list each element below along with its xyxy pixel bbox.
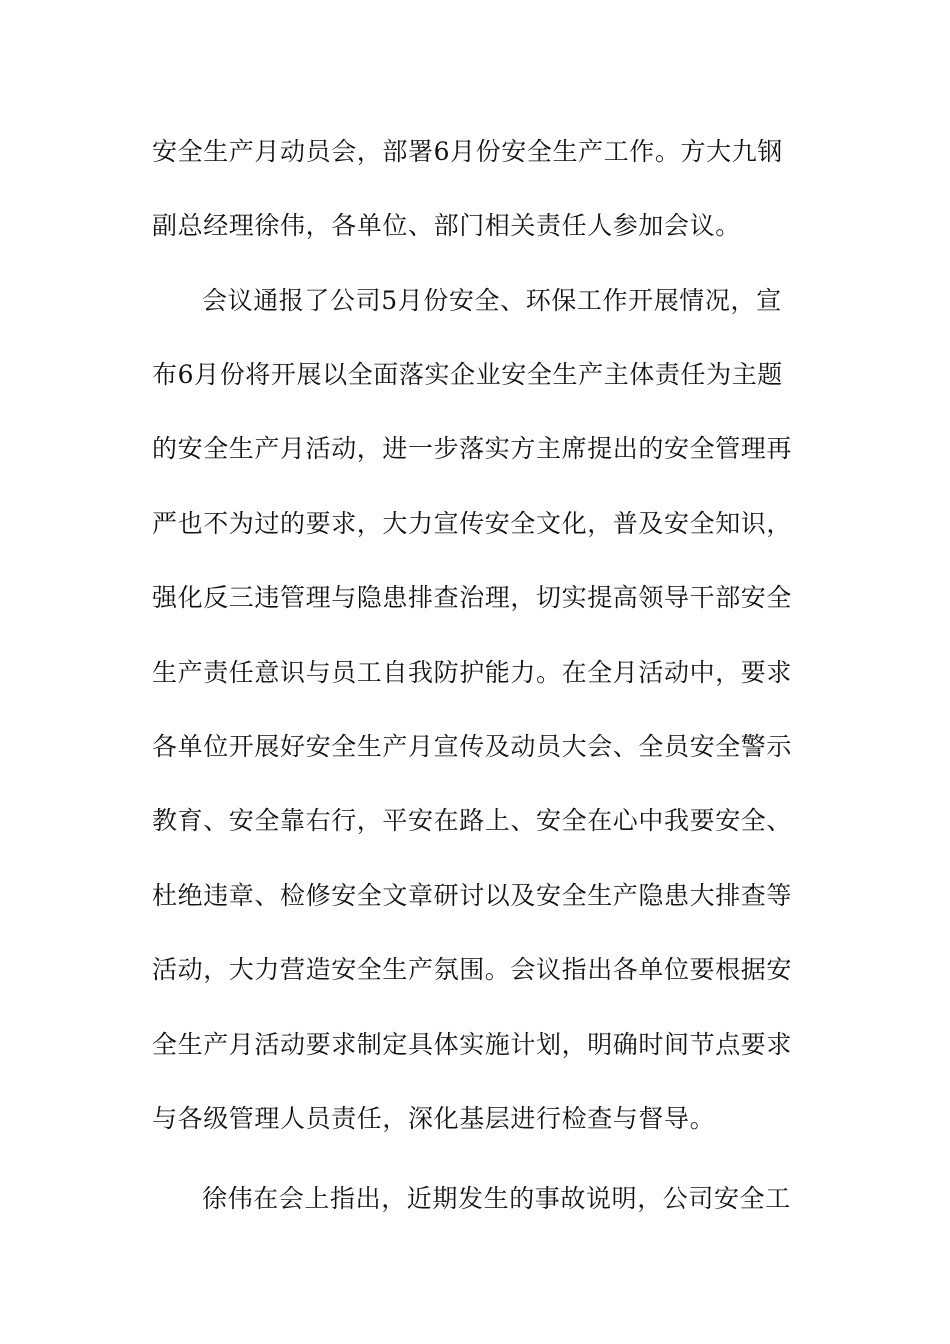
text-line: 杜绝违章、检修安全文章研讨以及安全生产隐患大排查等 bbox=[152, 881, 793, 910]
text-line: 严也不为过的要求，大力宣传安全文化，普及安全知识， bbox=[152, 509, 793, 538]
text-line: 安全生产月动员会，部署6月份安全生产工作。方大九钢 bbox=[152, 137, 783, 166]
text-line: 活动，大力营造安全生产氛围。会议指出各单位要根据安 bbox=[152, 955, 793, 984]
text-line: 布6月份将开展以全面落实企业安全生产主体责任为主题 bbox=[152, 360, 783, 389]
text-line: 教育、安全靠右行，平安在路上、安全在心中我要安全、 bbox=[152, 806, 793, 835]
text-line: 的安全生产月活动，进一步落实方主席提出的安全管理再 bbox=[152, 434, 793, 463]
text-line: 副总经理徐伟，各单位、部门相关责任人参加会议。 bbox=[152, 211, 741, 240]
text-line: 生产责任意识与员工自我防护能力。在全月活动中，要求 bbox=[152, 658, 793, 687]
paragraph-start-line: 会议通报了公司5月份安全、环保工作开展情况，宣 bbox=[202, 286, 782, 315]
text-line: 强化反三违管理与隐患排查治理，切实提高领导干部安全 bbox=[152, 583, 793, 612]
paragraph-start-line: 徐伟在会上指出，近期发生的事故说明，公司安全工 bbox=[202, 1184, 791, 1213]
text-line: 全生产月活动要求制定具体实施计划，明确时间节点要求 bbox=[152, 1030, 793, 1059]
text-line: 各单位开展好安全生产月宣传及动员大会、全员安全警示 bbox=[152, 732, 793, 761]
text-line: 与各级管理人员责任，深化基层进行检查与督导。 bbox=[152, 1104, 716, 1133]
